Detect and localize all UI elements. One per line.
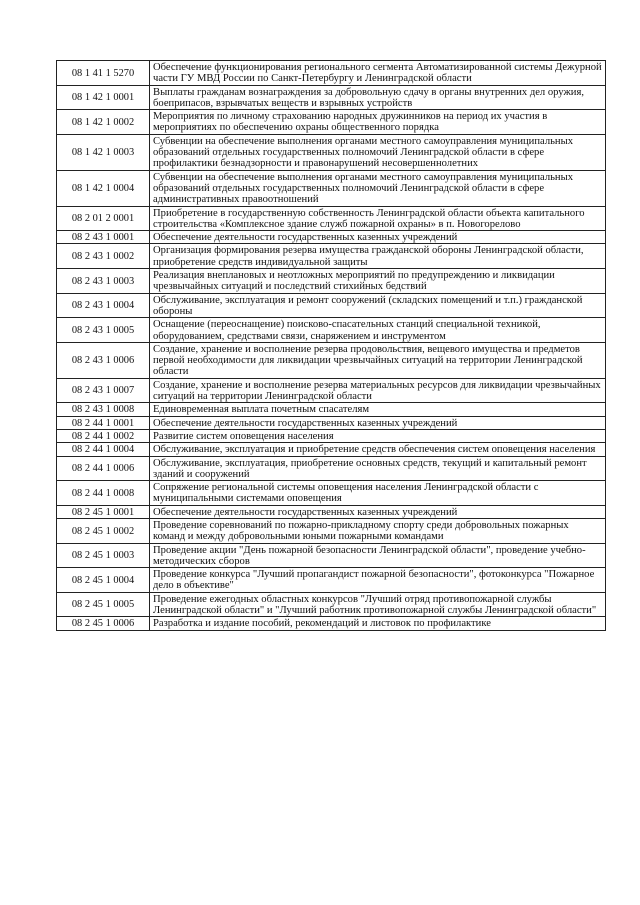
- row-description: Мероприятия по личному страхованию народных дружинников на период их участия в мероприятиях по обеспечению охраны общественного порядка: [150, 110, 606, 135]
- table-row: [57, 416, 606, 429]
- row-description: Обеспечение деятельности государственных казенных учреждений: [150, 416, 606, 429]
- row-code: 08 2 43 1 0008: [57, 403, 150, 416]
- row-code: 08 2 43 1 0005: [57, 318, 150, 343]
- table-row: [57, 293, 606, 318]
- table-row: [57, 170, 606, 206]
- row-code: 08 2 43 1 0004: [57, 293, 150, 318]
- table-row: [57, 592, 606, 617]
- table-body: [57, 61, 606, 631]
- row-description: Проведение ежегодных областных конкурсов "Лучший отряд противопожарной службы Ленинградской области" и "Лучший работник противопожарной службы Ленинградской области": [150, 592, 606, 617]
- row-description: Обеспечение деятельности государственных казенных учреждений: [150, 231, 606, 244]
- row-code: 08 1 42 1 0004: [57, 170, 150, 206]
- table-row: [57, 85, 606, 110]
- row-code: 08 2 45 1 0001: [57, 505, 150, 518]
- table-row: [57, 505, 606, 518]
- row-description: Обслуживание, эксплуатация и ремонт сооружений (складских помещений и т.п.) гражданской обороны: [150, 293, 606, 318]
- row-code: 08 2 44 1 0008: [57, 481, 150, 506]
- row-description: Обеспечение функционирования регионального сегмента Автоматизированной системы Дежурной части ГУ МВД России по Санкт-Петербургу и Ленинградской области: [150, 61, 606, 86]
- table-row: [57, 61, 606, 86]
- budget-classification-table: [56, 60, 606, 631]
- row-description: Выплаты гражданам вознаграждения за добровольную сдачу в органы внутренних дел оружия, боеприпасов, взрывчатых веществ и взрывных устройств: [150, 85, 606, 110]
- row-description: Разработка и издание пособий, рекомендаций и листовок по профилактике: [150, 617, 606, 630]
- row-description: Проведение конкурса "Лучший пропагандист пожарной безопасности", фотоконкурса "Пожарное дело в объективе": [150, 568, 606, 593]
- row-code: 08 2 43 1 0003: [57, 269, 150, 294]
- row-code: 08 2 45 1 0006: [57, 617, 150, 630]
- row-description: Обеспечение деятельности государственных казенных учреждений: [150, 505, 606, 518]
- row-code: 08 1 42 1 0003: [57, 134, 150, 170]
- row-description: Единовременная выплата почетным спасателям: [150, 403, 606, 416]
- table-row: [57, 617, 606, 630]
- table-row: [57, 206, 606, 231]
- row-description: Субвенции на обеспечение выполнения органами местного самоуправления муниципальных образований отдельных государственных полномочий Ленинградской области в сфере профилактики безнадзорности и правонарушений несовершеннолетних: [150, 134, 606, 170]
- row-code: 08 2 44 1 0002: [57, 429, 150, 442]
- table-row: [57, 134, 606, 170]
- table-row: [57, 403, 606, 416]
- row-code: 08 2 45 1 0002: [57, 518, 150, 543]
- table-row: [57, 378, 606, 403]
- row-description: Проведение соревнований по пожарно-прикладному спорту среди добровольных пожарных команд и между добровольными юными пожарными командами: [150, 518, 606, 543]
- table-row: [57, 568, 606, 593]
- table-row: [57, 443, 606, 456]
- table-row: [57, 110, 606, 135]
- table-row: [57, 318, 606, 343]
- row-code: 08 2 44 1 0001: [57, 416, 150, 429]
- row-description: Субвенции на обеспечение выполнения органами местного самоуправления муниципальных образований отдельных государственных полномочий Ленинградской области в сфере административных правоотношений: [150, 170, 606, 206]
- row-code: 08 1 42 1 0002: [57, 110, 150, 135]
- row-code: 08 2 01 2 0001: [57, 206, 150, 231]
- table-row: [57, 543, 606, 568]
- row-code: 08 2 45 1 0003: [57, 543, 150, 568]
- row-code: 08 2 43 1 0006: [57, 342, 150, 378]
- table-row: [57, 342, 606, 378]
- table-row: [57, 269, 606, 294]
- row-description: Обслуживание, эксплуатация, приобретение основных средств, текущий и капитальный ремонт зданий и сооружений: [150, 456, 606, 481]
- table-row: [57, 244, 606, 269]
- row-code: 08 2 43 1 0002: [57, 244, 150, 269]
- row-description: Создание, хранение и восполнение резерва материальных ресурсов для ликвидации чрезвычайных ситуаций на территории Ленинградской области: [150, 378, 606, 403]
- row-code: 08 2 43 1 0007: [57, 378, 150, 403]
- row-description: Создание, хранение и восполнение резерва продовольствия, вещевого имущества и предметов первой необходимости для ликвидации чрезвычайных ситуаций на территории Ленинградской области: [150, 342, 606, 378]
- row-description: Оснащение (переоснащение) поисково-спасательных станций специальной техникой, оборудованием, средствами связи, снаряжением и инструментом: [150, 318, 606, 343]
- row-description: Проведение акции "День пожарной безопасности Ленинградской области", проведение учебно-методических сборов: [150, 543, 606, 568]
- table-row: [57, 429, 606, 442]
- row-code: 08 1 42 1 0001: [57, 85, 150, 110]
- row-description: Развитие систем оповещения населения: [150, 429, 606, 442]
- row-code: 08 2 45 1 0005: [57, 592, 150, 617]
- row-description: Сопряжение региональной системы оповещения населения Ленинградской области с муниципальными системами оповещения: [150, 481, 606, 506]
- table-row: [57, 456, 606, 481]
- row-code: 08 2 44 1 0006: [57, 456, 150, 481]
- table-row: [57, 231, 606, 244]
- row-description: Реализация внеплановых и неотложных мероприятий по предупреждению и ликвидации чрезвычайных ситуаций и последствий стихийных бедствий: [150, 269, 606, 294]
- table-row: [57, 481, 606, 506]
- table-row: [57, 518, 606, 543]
- row-code: 08 2 43 1 0001: [57, 231, 150, 244]
- row-description: Организация формирования резерва имущества гражданской обороны Ленинградской области, приобретение средств индивидуальной защиты: [150, 244, 606, 269]
- row-description: Обслуживание, эксплуатация и приобретение средств обеспечения систем оповещения населения: [150, 443, 606, 456]
- row-code: 08 2 45 1 0004: [57, 568, 150, 593]
- row-code: 08 2 44 1 0004: [57, 443, 150, 456]
- row-description: Приобретение в государственную собственность Ленинградской области объекта капитального строительства «Комплексное здание служб пожарной охраны» в п. Новогорелово: [150, 206, 606, 231]
- row-code: 08 1 41 1 5270: [57, 61, 150, 86]
